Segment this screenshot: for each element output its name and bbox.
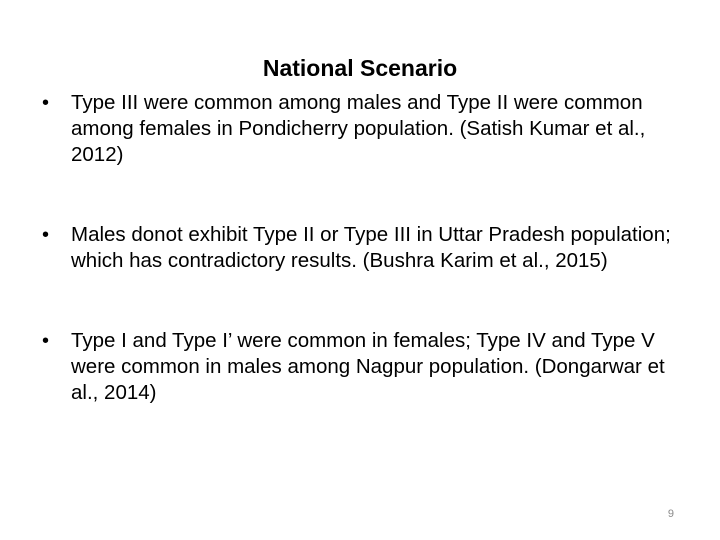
bullet-item bbox=[40, 222, 680, 274]
bullet-text: Type I and Type I’ were common in females; Type IV and Type V were common in males among Nagpur population. (Dongarwar et al., 2014) bbox=[71, 329, 665, 404]
bullet-icon: • bbox=[42, 330, 50, 352]
page-number: 9 bbox=[667, 508, 674, 520]
bullet-icon: • bbox=[42, 92, 50, 114]
bullet-list bbox=[40, 90, 680, 406]
bullet-item bbox=[40, 90, 680, 168]
slide-title: National Scenario bbox=[262, 55, 458, 81]
bullet-item bbox=[40, 328, 680, 406]
bullet-icon: • bbox=[42, 224, 50, 246]
bullet-text: Type III were common among males and Type II were common among females in Pondicherry population. (Satish Kumar et al., 2012) bbox=[71, 91, 646, 166]
bullet-text: Males donot exhibit Type II or Type III in Uttar Pradesh population; which has contradictory results. (Bushra Karim et al., 2015) bbox=[71, 223, 671, 272]
